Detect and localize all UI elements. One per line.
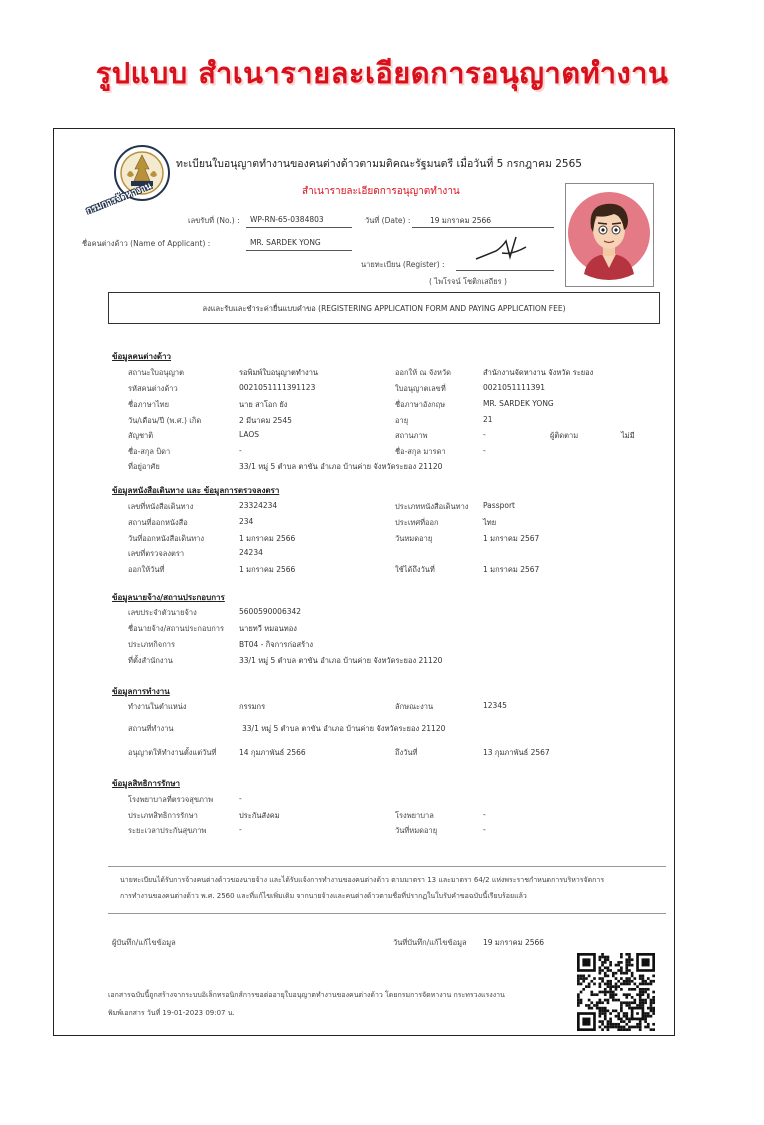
date-value: 19 มกราคม 2566	[430, 216, 492, 225]
section-employer-title: ข้อมูลนายจ้าง/สถานประกอบการ	[112, 593, 225, 602]
row-label: สถานะใบอนุญาต	[128, 368, 185, 377]
row-value: 24234	[239, 548, 263, 557]
row-value: LAOS	[239, 430, 260, 439]
row-label: รหัสคนต่างด้าว	[128, 384, 178, 393]
row-value: 33/1 หมู่ 5 ตำบล ตาขัน อำเภอ บ้านค่าย จังหวัดระยอง 21120	[239, 656, 443, 665]
workplace-label: สถานที่ทำงาน	[128, 724, 174, 733]
row-label: ชื่อนายจ้าง/สถานประกอบการ	[128, 624, 224, 633]
applicant-avatar-icon	[566, 184, 653, 286]
row-value: -	[483, 825, 486, 834]
row-value: 0021051111391123	[239, 383, 316, 392]
section-alien-title: ข้อมูลคนต่างด้าว	[112, 352, 172, 361]
row-value: 2 มีนาคม 2545	[239, 416, 292, 425]
record-date-value: 19 มกราคม 2566	[483, 938, 545, 947]
declaration-line-2: การทำงานของคนต่างด้าว พ.ศ. 2560 และที่แก้ไขเพิ่มเติม จากนายจ้างและคนต่างด้าวตามชื่อที่ปรากฏในใบรับคำขอฉบับนี้เรียบร้อยแล้ว	[120, 892, 527, 900]
workplace-value: 33/1 หมู่ 5 ตำบล ตาขัน อำเภอ บ้านค่าย จังหวัดระยอง 21120	[242, 724, 446, 733]
row-value: 1 มกราคม 2566	[239, 565, 296, 574]
applicant-name-label: ชื่อคนต่างด้าว (Name of Applicant) :	[82, 239, 211, 248]
work-permit-document	[53, 128, 675, 1036]
row-label: ใบอนุญาตเลขที่	[395, 384, 446, 393]
seal-caption: กรมการจัดหางาน	[85, 181, 153, 217]
row-label: เลขประจำตัวนายจ้าง	[128, 608, 197, 617]
section-health-title: ข้อมูลสิทธิการรักษา	[112, 779, 181, 788]
row-label: ออกให้ ณ จังหวัด	[395, 368, 451, 377]
row-value: 21	[483, 415, 493, 424]
section-work-title: ข้อมูลการทำงาน	[112, 687, 170, 696]
record-date-label: วันที่บันทึก/แก้ไขข้อมูล	[393, 938, 467, 947]
recorder-label: ผู้บันทึก/แก้ไขข้อมูล	[112, 938, 176, 947]
declaration-line-1: นายทะเบียนได้รับการจ้างคนต่างด้าวของนายจ้าง และได้รับแจ้งการทำงานของคนต่างด้าว ตามมาตรา 13 และมาตรา 64/2 แห่งพระราชกำหนดการบริหารจัดการ	[120, 876, 605, 884]
applicant-photo	[565, 183, 654, 287]
qr-code-icon	[577, 953, 655, 1031]
permit-from-value: 14 กุมภาพันธ์ 2566	[239, 748, 306, 757]
registrar-signature-icon	[472, 233, 530, 267]
permit-from-label: อนุญาตให้ทำงานตั้งแต่วันที่	[128, 748, 217, 757]
row-label: วันที่ออกหนังสือเดินทาง	[128, 534, 205, 543]
row-value: 23324234	[239, 501, 278, 510]
document-heading: ทะเบียนใบอนุญาตทำงานของคนต่างด้าวตามมติคณะรัฐมนตรี เมื่อวันที่ 5 กรกฎาคม 2565	[176, 158, 582, 170]
row-value: นายทวี หมอนทอง	[239, 624, 297, 633]
permit-to-value: 13 กุมภาพันธ์ 2567	[483, 748, 550, 757]
row-label: ประเทศที่ออก	[395, 518, 439, 527]
row-label: ชื่อ-สกุล มารดา	[395, 447, 446, 456]
row-value: นาย สาโอก ยัง	[239, 400, 288, 409]
row-label: ชื่อภาษาไทย	[128, 400, 170, 409]
row-label: เลขที่หนังสือเดินทาง	[128, 502, 194, 511]
row-value: ไทย	[483, 518, 497, 527]
section-passport-title: ข้อมูลหนังสือเดินทาง และ ข้อมูลการตรวจลงตรา	[112, 486, 280, 495]
row-value: 5600590006342	[239, 607, 302, 616]
row-label: เลขที่ตรวจลงตรา	[128, 549, 185, 558]
receipt-number-value: WP-RN-65-0384803	[250, 215, 324, 224]
row-label: ออกให้วันที่	[128, 565, 165, 574]
row-label: ชื่อ-สกุล บิดา	[128, 447, 171, 456]
row-label: ชื่อภาษาอังกฤษ	[395, 400, 446, 409]
row-label: สัญชาติ	[128, 431, 154, 440]
row-value: ประกันสังคม	[239, 811, 280, 820]
row-value: 33/1 หมู่ 5 ตำบล ตาขัน อำเภอ บ้านค่าย จังหวัดระยอง 21120	[239, 462, 443, 471]
registrar-name: ( ไพโรจน์ โชติกเสถียร )	[429, 277, 507, 286]
position-label: ทำงานในตำแหน่ง	[128, 702, 187, 711]
row-label: วันหมดอายุ	[395, 534, 433, 543]
row-value: -	[239, 825, 242, 834]
row-value: 1 มกราคม 2567	[483, 565, 540, 574]
footer-line-2: พิมพ์เอกสาร วันที่ 19-01-2023 09:07 น.	[108, 1009, 235, 1017]
row-value: รอพิมพ์ใบอนุญาตทำงาน	[239, 368, 319, 377]
registrar-label: นายทะเบียน (Register) :	[361, 260, 445, 269]
row-label: โรงพยาบาล	[395, 811, 434, 820]
page-banner-title: รูปแบบ สำเนารายละเอียดการอนุญาตทำงาน	[95, 56, 669, 90]
row-label: อายุ	[395, 416, 409, 425]
row-label: วัน/เดือน/ปี (พ.ศ.) เกิด	[128, 416, 202, 425]
row-value: -	[239, 446, 242, 455]
row-value: 1 มกราคม 2566	[239, 534, 296, 543]
row-label: ระยะเวลาประกันสุขภาพ	[128, 826, 207, 835]
row-value: BT04 - กิจการก่อสร้าง	[239, 640, 313, 649]
row-label: วันที่หมดอายุ	[395, 826, 438, 835]
row-value: -	[483, 810, 486, 819]
row-value: 234	[239, 517, 254, 526]
follower-value: ไม่มี	[621, 431, 635, 440]
row-label: ประเภทกิจการ	[128, 640, 175, 649]
row-label: ที่ตั้งสำนักงาน	[128, 656, 173, 665]
permit-to-label: ถึงวันที่	[395, 748, 418, 757]
document-subheading: สำเนารายละเอียดการอนุญาตทำงาน	[302, 186, 460, 197]
row-label: โรงพยาบาลที่ตรวจสุขภาพ	[128, 795, 214, 804]
row-value: -	[483, 430, 486, 439]
worktype-label: ลักษณะงาน	[395, 702, 434, 711]
row-label: สถานที่ออกหนังสือ	[128, 518, 188, 527]
row-value: -	[483, 446, 486, 455]
row-label: ใช้ได้ถึงวันที่	[395, 565, 435, 574]
position-value: กรรมกร	[239, 702, 266, 711]
row-label: ประเภทหนังสือเดินทาง	[395, 502, 469, 511]
registration-status-box: ลงและรับและชำระค่ายื่นแบบคำขอ (REGISTERING APPLICATION FORM AND PAYING APPLICATION FEE)	[108, 292, 660, 324]
row-label: ประเภทสิทธิการรักษา	[128, 811, 198, 820]
row-label: สถานภาพ	[395, 431, 428, 440]
row-value: -	[239, 794, 242, 803]
row-label: ที่อยู่อาศัย	[128, 462, 160, 471]
applicant-name-value: MR. SARDEK YONG	[250, 238, 321, 247]
footer-line-1: เอกสารฉบับนี้ถูกสร้างจากระบบอิเล็กทรอนิกส์การขอต่ออายุใบอนุญาตทำงานของคนต่างด้าว โดยกรมการจัดหางาน กระทรวงแรงงาน	[108, 991, 505, 999]
row-value: Passport	[483, 501, 515, 510]
row-value: 0021051111391	[483, 383, 546, 392]
date-label: วันที่ (Date) :	[365, 216, 411, 225]
receipt-number-label: เลขรับที่ (No.) :	[188, 216, 240, 225]
row-value: MR. SARDEK YONG	[483, 399, 554, 408]
worktype-value: 12345	[483, 701, 507, 710]
row-value: 1 มกราคม 2567	[483, 534, 540, 543]
row-value: สำนักงานจัดหางาน จังหวัด ระยอง	[483, 368, 594, 377]
follower-label: ผู้ติดตาม	[550, 431, 579, 440]
